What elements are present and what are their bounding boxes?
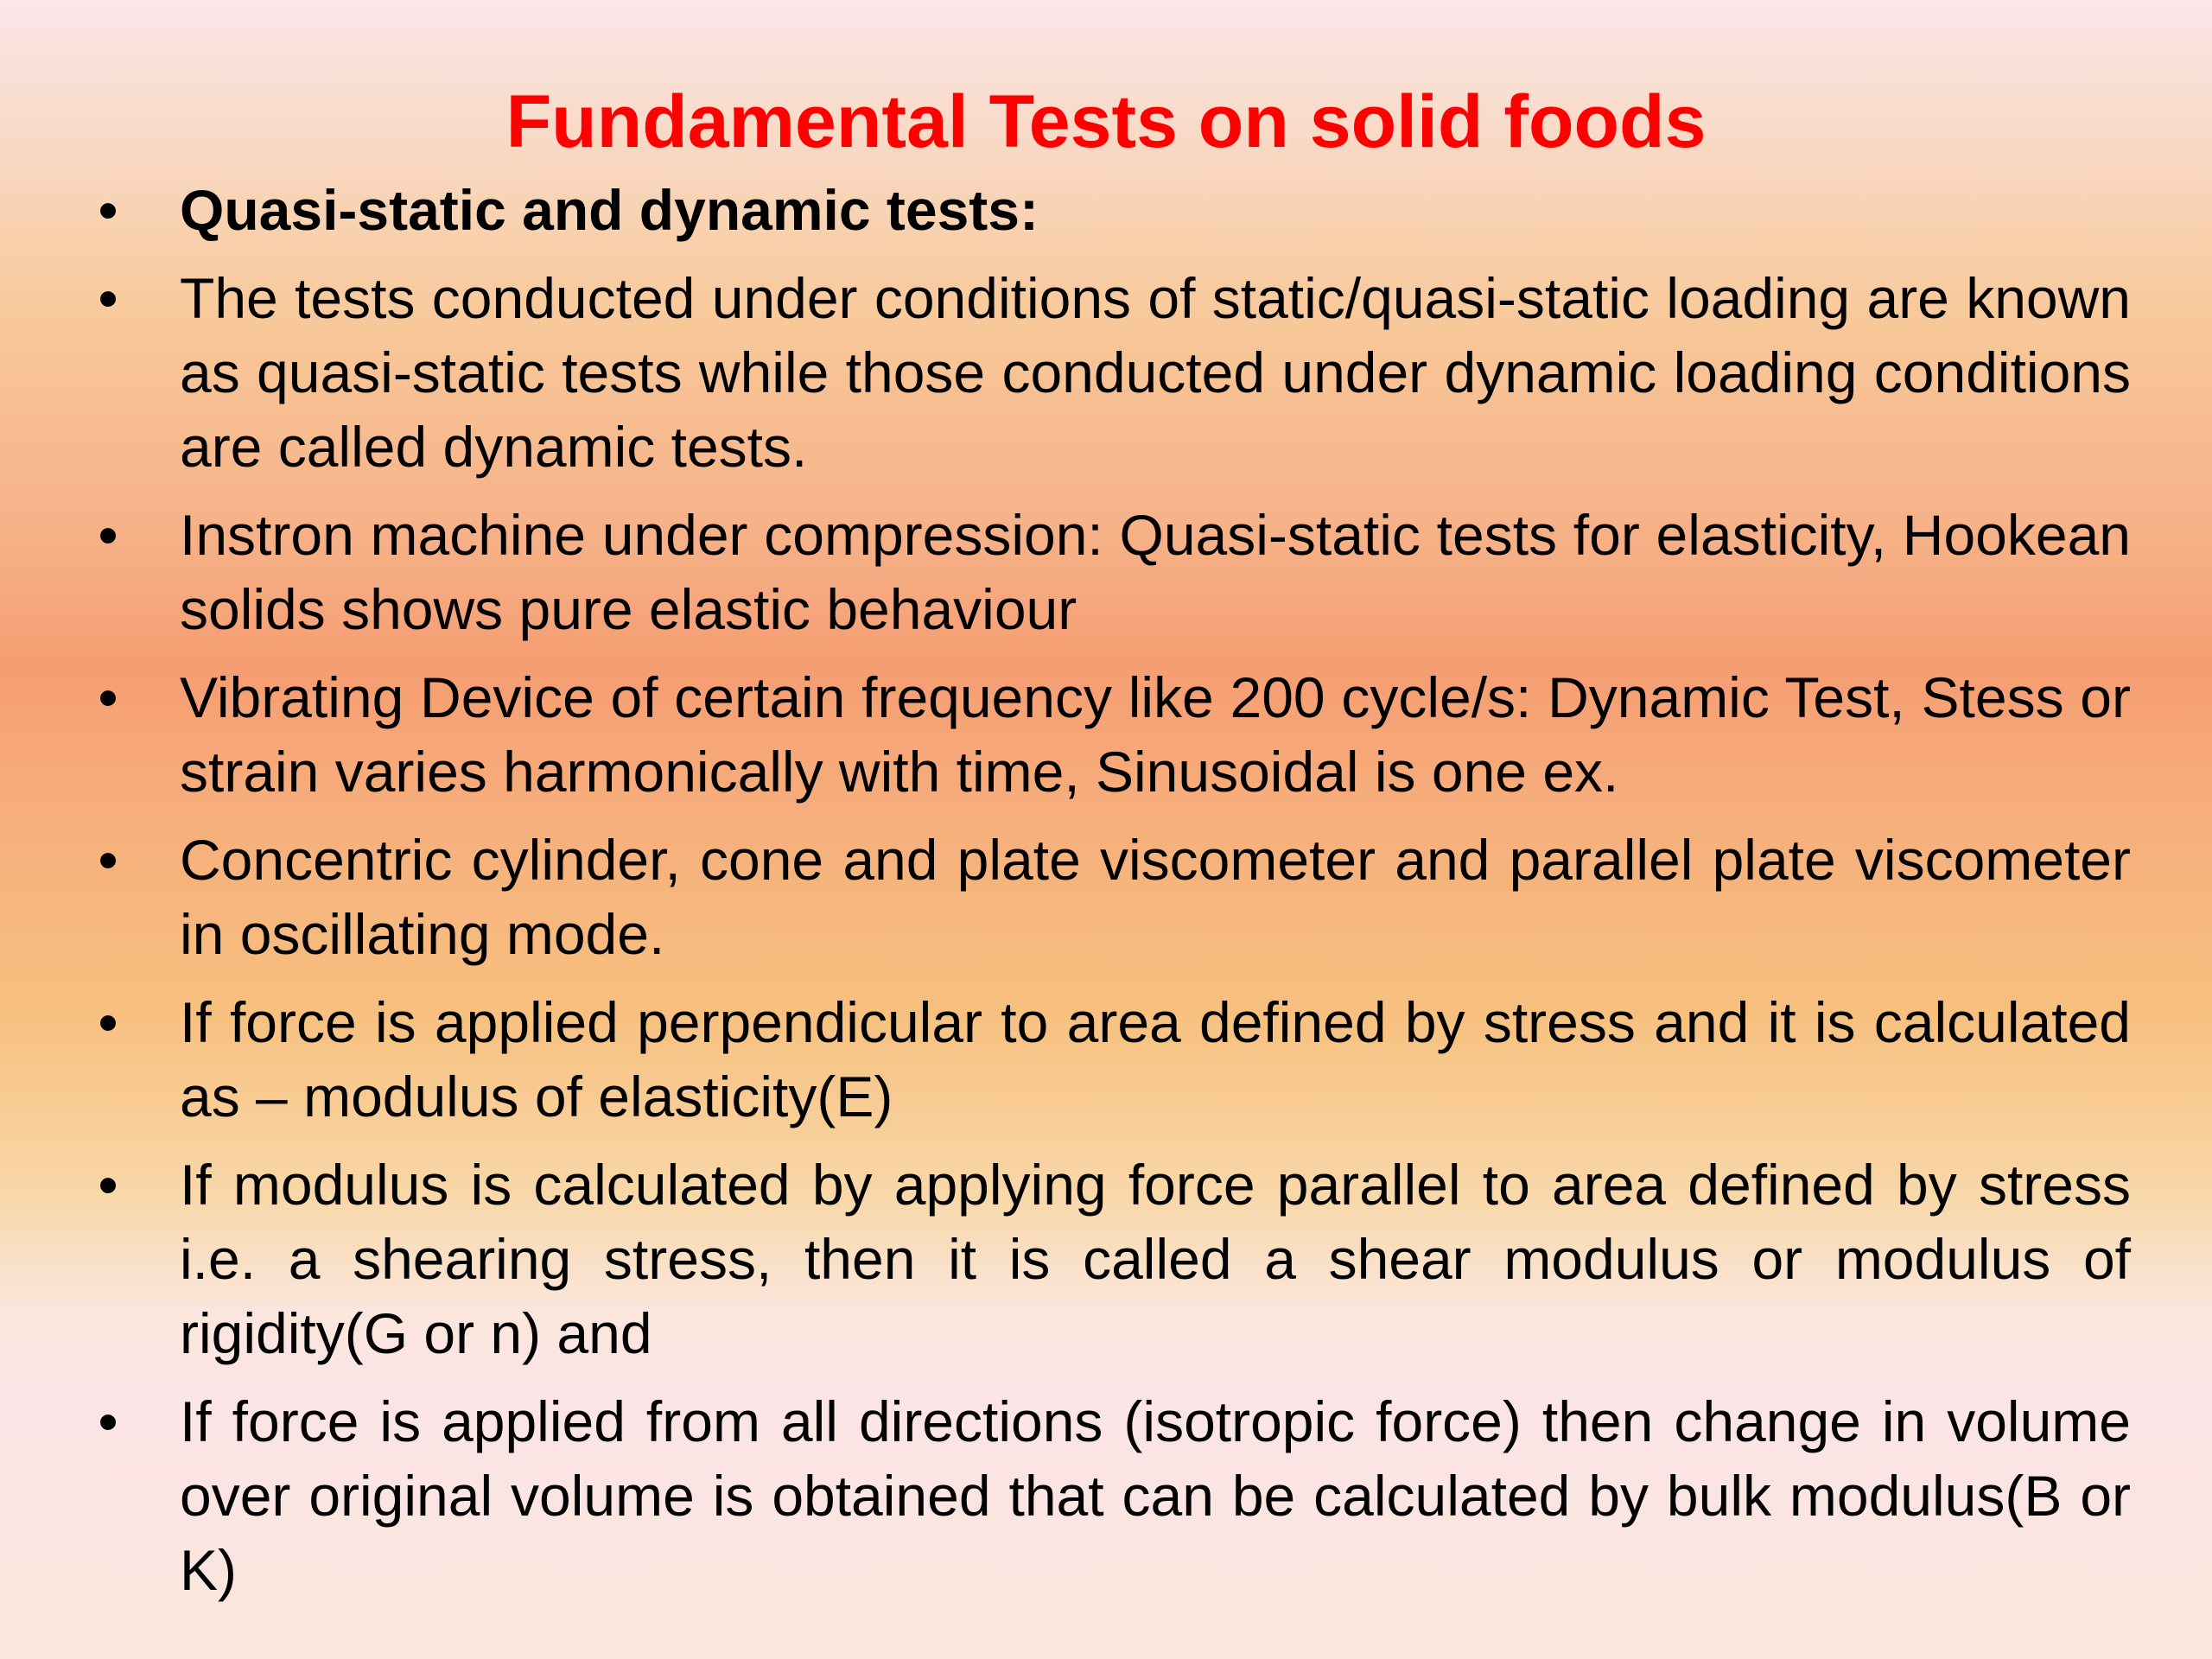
bullet-item — [95, 1384, 2131, 1607]
bullet-list — [95, 173, 2131, 1621]
bullet-icon: • — [98, 266, 118, 330]
bullet-item — [95, 261, 2131, 484]
bullet-icon: • — [98, 990, 118, 1054]
bullet-icon: • — [98, 1153, 118, 1217]
bullet-text: The tests conducted under conditions of static/quasi-static loading are known as quasi-static tests while those conducted under dynamic loading conditions are called dynamic tests. — [180, 266, 2131, 479]
bullet-text: If modulus is calculated by applying force parallel to area defined by stress i.e. a shearing stress, then it is called a shear modulus or modulus of rigidity(G or n) and — [180, 1153, 2131, 1365]
bullet-icon: • — [98, 503, 118, 567]
bullet-item — [95, 823, 2131, 971]
bullet-item — [95, 173, 2131, 247]
bullet-text: Concentric cylinder, cone and plate viscometer and parallel plate viscometer in oscillating mode. — [180, 828, 2131, 966]
bullet-text: Vibrating Device of certain frequency like 200 cycle/s: Dynamic Test, Stess or strain varies harmonically with time, Sinusoidal is one ex. — [180, 665, 2131, 804]
bullet-text: If force is applied perpendicular to area defined by stress and it is calculated as – modulus of elasticity(E) — [180, 990, 2131, 1128]
bullet-item — [95, 498, 2131, 646]
bullet-item — [95, 1147, 2131, 1370]
slide-title: Fundamental Tests on solid foods — [505, 80, 1707, 163]
bullet-item — [95, 985, 2131, 1134]
bullet-icon: • — [98, 665, 118, 729]
bullet-icon: • — [98, 178, 118, 242]
bullet-text: If force is applied from all directions (isotropic force) then change in volume over original volume is obtained that can be calculated by bulk modulus(B or K) — [180, 1389, 2131, 1602]
bullet-text: Instron machine under compression: Quasi-static tests for elasticity, Hookean solids shows pure elastic behaviour — [180, 503, 2131, 641]
bullet-text: Quasi-static and dynamic tests: — [180, 178, 1039, 242]
bullet-item — [95, 660, 2131, 809]
bullet-icon: • — [98, 828, 118, 892]
bullet-icon: • — [98, 1389, 118, 1453]
